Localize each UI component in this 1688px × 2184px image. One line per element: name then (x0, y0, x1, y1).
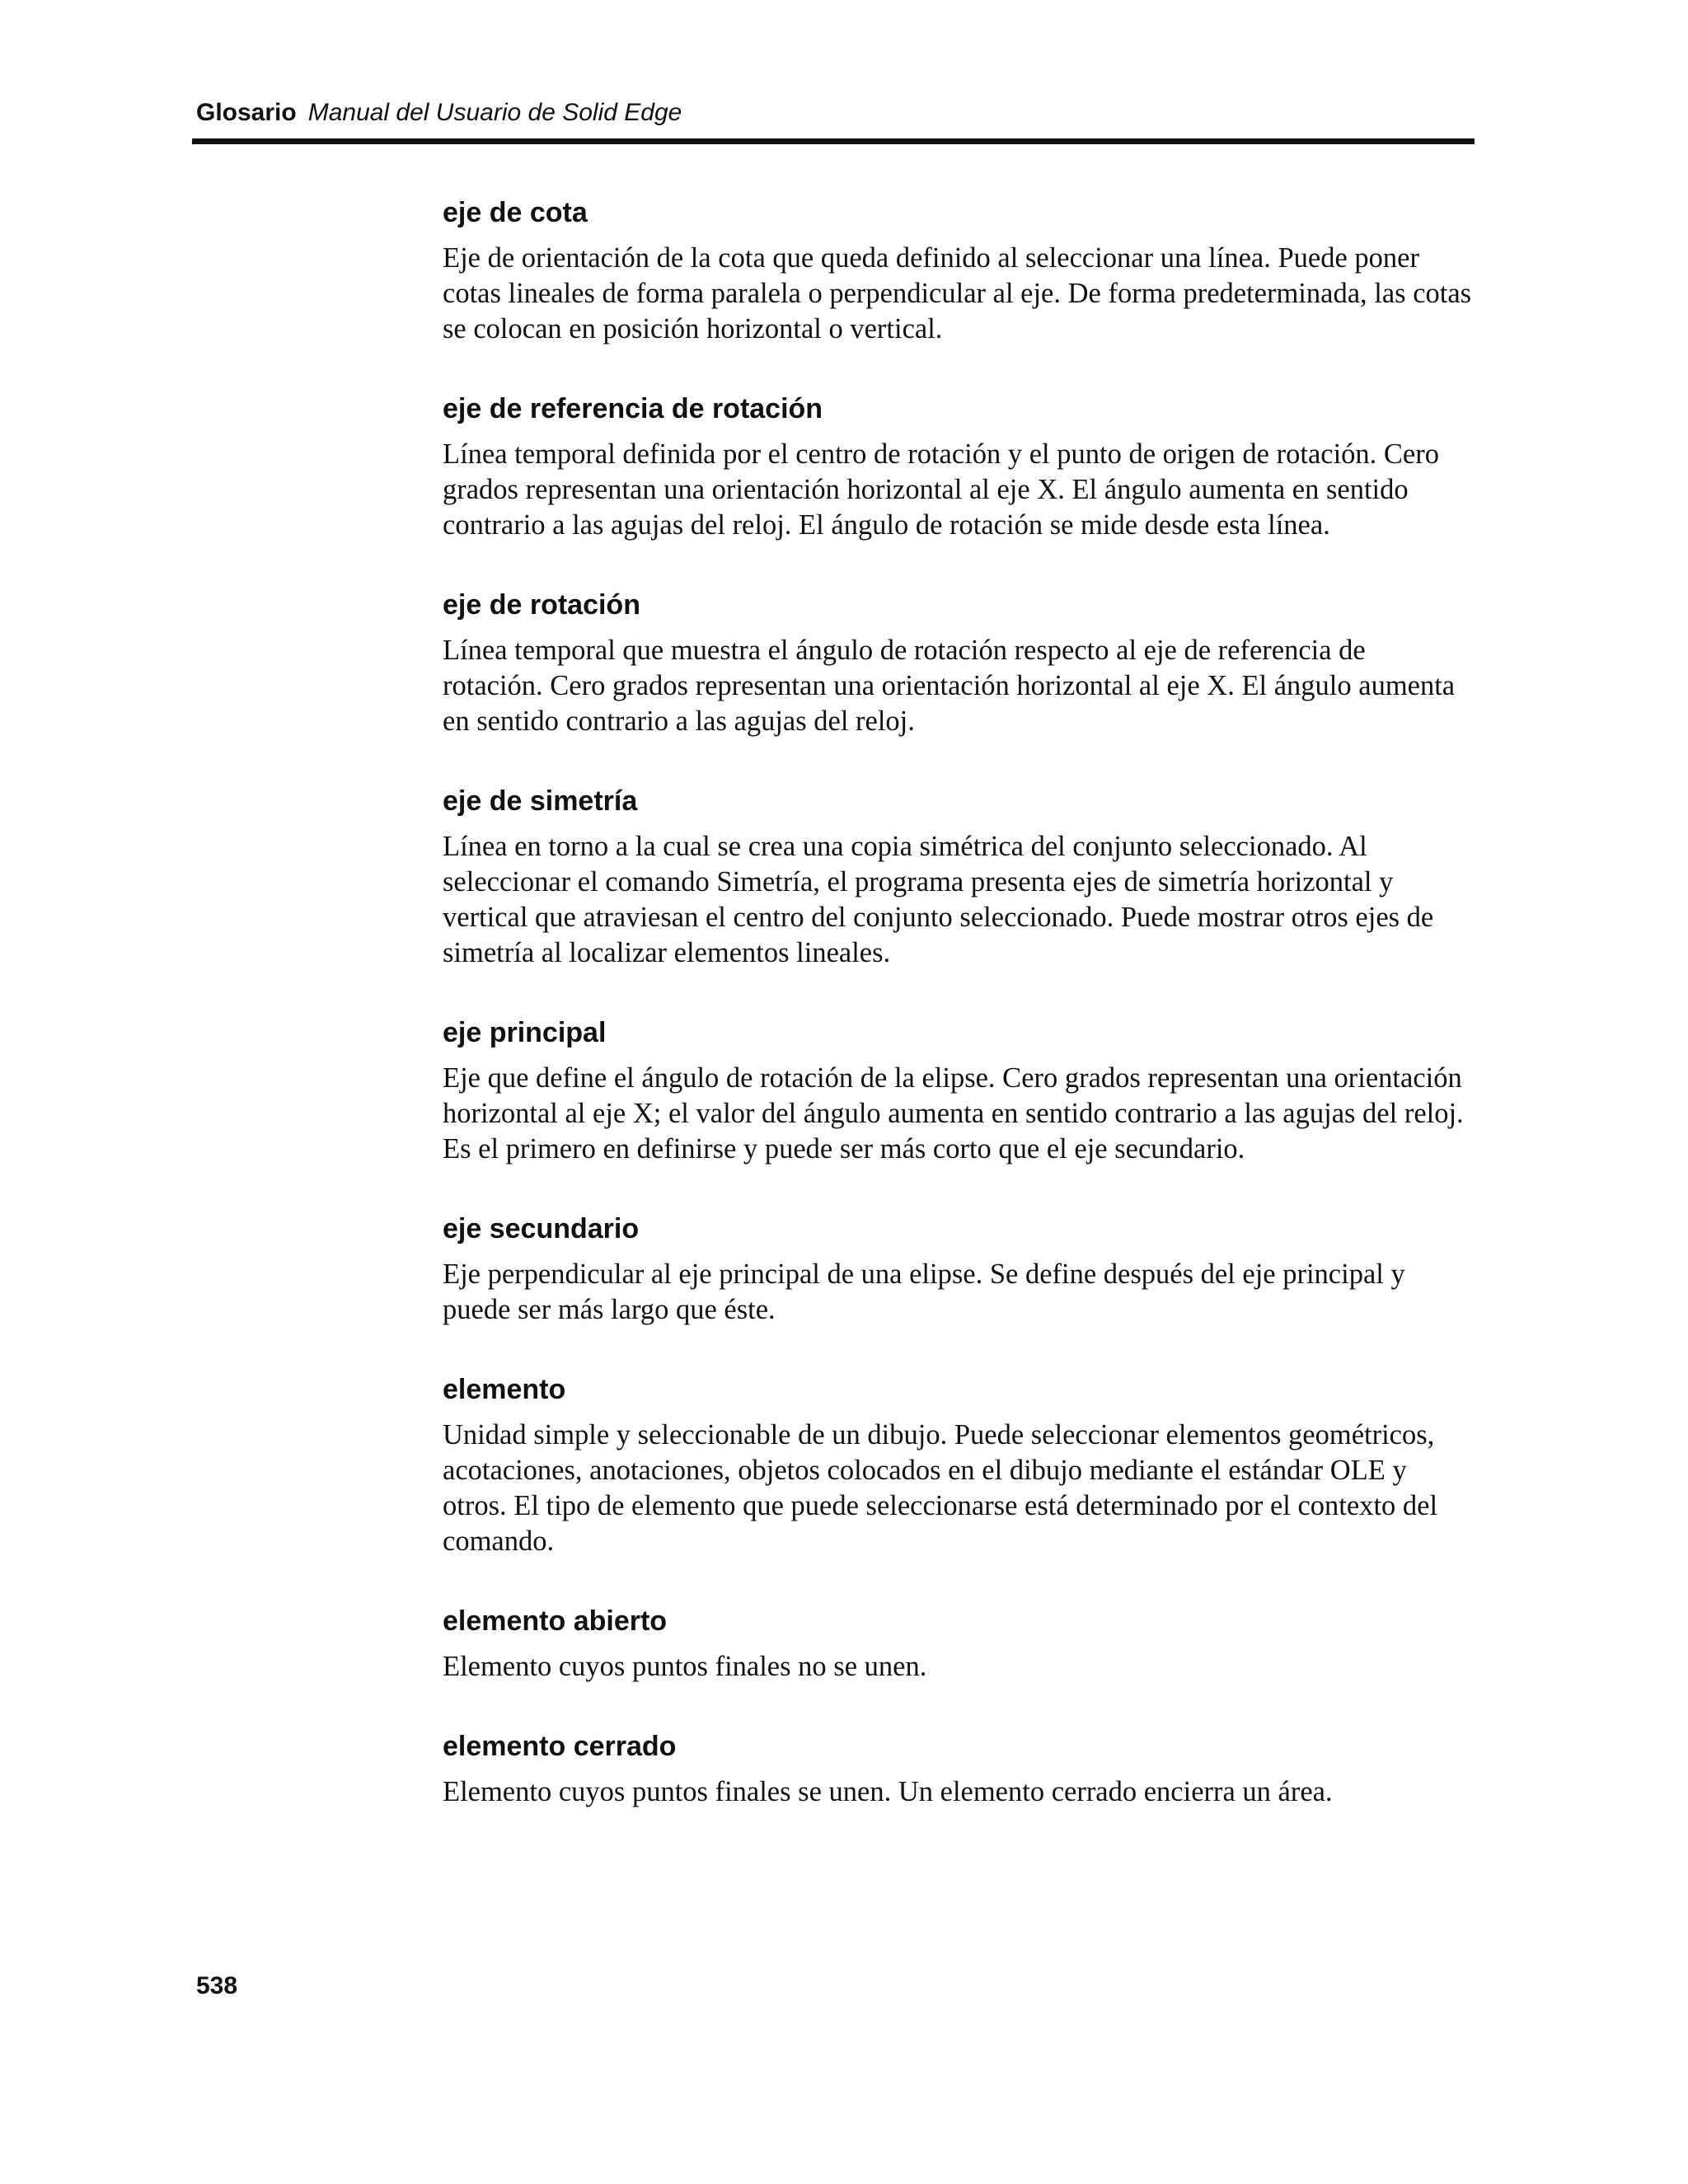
glossary-entry (443, 1728, 1473, 1810)
glossary-entry (443, 391, 1473, 543)
glossary-entry (443, 1371, 1473, 1559)
glossary-definition: Unidad simple y seleccionable de un dibujo. Puede seleccionar elementos geométricos, acotaciones, anotaciones, objetos colocados en el dibujo mediante el estándar OLE y otros. El tipo de elemento que puede seleccionarse está determinado por el contexto del comando. (443, 1419, 1438, 1557)
glossary-definition: Eje que define el ángulo de rotación de la elipse. Cero grados representan una orientación horizontal al eje X; el valor del ángulo aumenta en sentido contrario a las agujas del reloj. Es el primero en definirse y puede ser más corto que el eje secundario. (443, 1062, 1464, 1165)
glossary-term: eje de cota (443, 197, 588, 228)
glossary-definition: Eje de orientación de la cota que queda definido al seleccionar una línea. Puede poner cotas lineales de forma paralela o perpendicular al eje. De forma predeterminada, las cotas se colocan en posición horizontal o vertical. (443, 242, 1472, 344)
glossary-definition: Eje perpendicular al eje principal de una elipse. Se define después del eje principal y puede ser más largo que éste. (443, 1258, 1405, 1325)
header-section-title: Glosario (196, 99, 297, 126)
glossary-definition: Línea temporal definida por el centro de rotación y el punto de origen de rotación. Cero grados representan una orientación horizontal al eje X. El ángulo aumenta en sentido contrario a las agujas del reloj. El ángulo de rotación se mide desde esta línea. (443, 438, 1439, 541)
glossary-entry (443, 1211, 1473, 1328)
glossary-term: eje principal (443, 1017, 607, 1048)
glossary-entry (443, 194, 1473, 347)
glossary-entry (443, 1015, 1473, 1167)
glossary-definition: Elemento cuyos puntos finales no se unen. (443, 1651, 927, 1682)
glossary-term: eje de referencia de rotación (443, 393, 823, 424)
glossary-entry (443, 783, 1473, 971)
glossary-term: elemento cerrado (443, 1731, 677, 1762)
page-number: 538 (196, 1972, 238, 1999)
header-rule (192, 138, 1475, 144)
glossary-entry (443, 587, 1473, 739)
glossary-term: eje secundario (443, 1213, 640, 1244)
glossary-term: eje de simetría (443, 785, 638, 817)
header-manual-title: Manual del Usuario de Solid Edge (307, 99, 682, 126)
glossary-definition: Elemento cuyos puntos finales se unen. Un elemento cerrado encierra un área. (443, 1776, 1333, 1807)
glossary-term: elemento abierto (443, 1605, 668, 1637)
glossary-term: eje de rotación (443, 589, 640, 621)
glossary-entry (443, 1603, 1473, 1685)
glossary-definition: Línea temporal que muestra el ángulo de rotación respecto al eje de referencia de rotación. Cero grados representan una orientación horizontal al eje X. El ángulo aumenta en sentido contrario a las agujas del reloj. (443, 635, 1456, 737)
glossary-content (443, 194, 1473, 1854)
glossary-definition: Línea en torno a la cual se crea una copia simétrica del conjunto seleccionado. Al seleccionar el comando Simetría, el programa presenta ejes de simetría horizontal y vertical que atraviesan el centro del conjunto seleccionado. Puede mostrar otros ejes de simetría al localizar elementos lineales. (443, 831, 1434, 968)
glossary-term: elemento (443, 1374, 566, 1405)
